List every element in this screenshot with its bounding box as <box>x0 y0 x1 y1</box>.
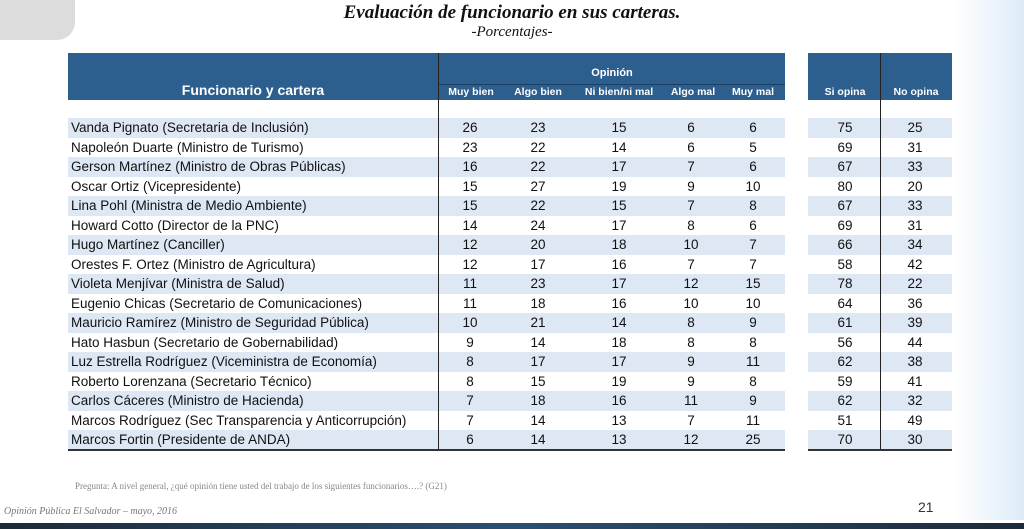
value-cell: 7 <box>687 198 695 213</box>
value-cell: 18 <box>530 295 546 311</box>
value-cell: 10 <box>683 237 699 252</box>
si-opina-cell: 66 <box>837 237 853 252</box>
col-header: Ni bien/ni mal <box>584 86 654 98</box>
table-row <box>68 177 952 197</box>
si-opina-cell: 70 <box>837 432 853 447</box>
value-cell: 11 <box>462 295 477 311</box>
no-opina-cell: 25 <box>907 120 923 135</box>
divider <box>439 84 785 85</box>
official-name: Carlos Cáceres (Ministro de Hacienda) <box>71 393 304 408</box>
question-note: Pregunta: A nivel general, ¿qué opinión tiene usted del trabajo de los siguientes funcionarios….? (G21) <box>75 481 447 491</box>
value-cell: 9 <box>749 393 757 408</box>
table-row <box>68 411 952 431</box>
value-cell: 16 <box>462 159 478 174</box>
official-name: Oscar Ortiz (Vicepresidente) <box>71 178 242 194</box>
no-opina-cell: 49 <box>907 412 923 428</box>
no-opina-cell: 38 <box>907 354 923 369</box>
value-cell: 12 <box>462 237 478 252</box>
value-cell: 17 <box>530 354 546 369</box>
no-opina-cell: 30 <box>907 432 923 447</box>
si-opina-cell: 75 <box>837 120 853 135</box>
si-opina-cell: 62 <box>837 354 853 369</box>
no-opina-cell: 44 <box>907 334 923 350</box>
slide-subtitle: -Porcentajes- <box>471 24 553 40</box>
no-opina-cell: 22 <box>907 276 923 291</box>
si-opina-cell: 59 <box>837 373 853 389</box>
bottom-bar <box>0 523 1024 529</box>
value-cell: 22 <box>530 159 546 174</box>
value-cell: 9 <box>687 354 695 369</box>
value-cell: 27 <box>530 178 546 194</box>
official-name: Luz Estrella Rodríguez (Viceministra de Economía) <box>71 354 377 369</box>
table-row <box>68 333 952 353</box>
table-row <box>68 391 952 411</box>
no-opina-cell: 39 <box>907 315 923 330</box>
table-row <box>68 118 952 138</box>
value-cell: 26 <box>462 120 478 135</box>
value-cell: 7 <box>687 256 695 272</box>
col-header: Algo mal <box>670 86 716 98</box>
value-cell: 7 <box>466 393 474 408</box>
col-header: No opina <box>893 86 939 98</box>
table-row <box>68 372 952 392</box>
value-cell: 15 <box>745 276 761 291</box>
value-cell: 25 <box>745 432 761 447</box>
table-row <box>68 216 952 236</box>
value-cell: 18 <box>611 237 627 252</box>
page-number: 21 <box>918 499 934 515</box>
value-cell: 19 <box>611 373 627 389</box>
value-cell: 7 <box>749 256 757 272</box>
value-cell: 15 <box>611 198 627 213</box>
value-cell: 8 <box>466 373 474 389</box>
no-opina-cell: 36 <box>907 295 923 311</box>
value-cell: 8 <box>749 334 757 350</box>
value-cell: 14 <box>462 217 478 233</box>
header-name-column <box>68 53 438 100</box>
divider <box>438 53 439 450</box>
si-opina-cell: 56 <box>837 334 853 350</box>
value-cell: 20 <box>530 237 546 252</box>
si-opina-cell: 78 <box>837 276 853 291</box>
official-name: Hato Hasbun (Secretario de Gobernabilidad) <box>71 334 339 350</box>
no-opina-cell: 31 <box>907 217 923 233</box>
table-row <box>68 138 952 158</box>
official-name: Marcos Fortin (Presidente de ANDA) <box>71 432 291 447</box>
value-cell: 18 <box>530 393 546 408</box>
value-cell: 17 <box>611 354 627 369</box>
value-cell: 9 <box>687 178 695 194</box>
table-row <box>68 313 952 333</box>
value-cell: 17 <box>611 276 627 291</box>
no-opina-cell: 41 <box>907 373 923 389</box>
value-cell: 15 <box>611 120 627 135</box>
value-cell: 17 <box>611 217 627 233</box>
value-cell: 16 <box>611 256 627 272</box>
value-cell: 6 <box>687 120 695 135</box>
official-name: Lina Pohl (Ministra de Medio Ambiente) <box>71 198 307 213</box>
slide-title: Evaluación de funcionario en sus carteras. <box>343 2 681 23</box>
value-cell: 15 <box>462 198 478 213</box>
si-opina-cell: 61 <box>837 315 853 330</box>
value-cell: 8 <box>466 354 474 369</box>
header-opinion-group <box>439 53 785 100</box>
col-header: Muy bien <box>448 86 494 98</box>
value-cell: 11 <box>745 412 760 428</box>
value-cell: 9 <box>749 315 757 330</box>
value-cell: 11 <box>745 354 760 369</box>
value-cell: 22 <box>530 198 546 213</box>
value-cell: 8 <box>687 217 695 233</box>
name-header: Funcionario y cartera <box>181 82 325 98</box>
official-name: Howard Cotto (Director de la PNC) <box>71 217 279 233</box>
table-row <box>68 430 952 450</box>
si-opina-cell: 51 <box>837 412 853 428</box>
official-name: Violeta Menjívar (Ministra de Salud) <box>71 276 285 291</box>
value-cell: 8 <box>749 198 757 213</box>
opinion-header: Opinión <box>591 67 633 79</box>
table-row <box>68 294 952 314</box>
value-cell: 7 <box>687 159 695 174</box>
table-row <box>68 255 952 275</box>
official-name: Hugo Martínez (Canciller) <box>71 237 225 252</box>
official-name: Mauricio Ramírez (Ministro de Seguridad Pública) <box>71 315 369 330</box>
si-opina-cell: 58 <box>837 256 853 272</box>
value-cell: 14 <box>611 139 627 155</box>
value-cell: 14 <box>530 334 546 350</box>
no-opina-cell: 33 <box>907 159 923 174</box>
value-cell: 16 <box>611 393 627 408</box>
value-cell: 9 <box>466 334 474 350</box>
no-opina-cell: 34 <box>907 237 923 252</box>
table-row <box>68 352 952 372</box>
value-cell: 8 <box>687 334 695 350</box>
table-row <box>68 196 952 216</box>
value-cell: 15 <box>530 373 546 389</box>
si-opina-cell: 67 <box>837 159 853 174</box>
value-cell: 5 <box>749 139 757 155</box>
value-cell: 10 <box>683 295 699 311</box>
official-name: Napoleón Duarte (Ministro de Turismo) <box>71 139 304 155</box>
value-cell: 14 <box>530 412 546 428</box>
value-cell: 23 <box>462 139 478 155</box>
table-row <box>68 274 952 294</box>
value-cell: 21 <box>530 315 546 330</box>
footer-source: Opinión Pública El Salvador – mayo, 2016 <box>4 506 178 517</box>
value-cell: 24 <box>530 217 546 233</box>
value-cell: 13 <box>611 432 627 447</box>
si-opina-cell: 80 <box>837 178 853 194</box>
value-cell: 7 <box>687 412 695 428</box>
value-cell: 6 <box>687 139 695 155</box>
official-name: Gerson Martínez (Ministro de Obras Públicas) <box>71 159 346 174</box>
value-cell: 10 <box>745 178 761 194</box>
official-name: Vanda Pignato (Secretaria de Inclusión) <box>71 120 309 135</box>
value-cell: 12 <box>683 432 699 447</box>
value-cell: 23 <box>530 276 546 291</box>
value-cell: 22 <box>530 139 546 155</box>
official-name: Eugenio Chicas (Secretario de Comunicaciones) <box>71 295 363 311</box>
value-cell: 10 <box>462 315 478 330</box>
divider <box>880 53 881 450</box>
background-map-decoration <box>954 0 1024 520</box>
no-opina-cell: 31 <box>907 139 923 155</box>
no-opina-cell: 32 <box>907 393 923 408</box>
value-cell: 17 <box>530 256 546 272</box>
value-cell: 18 <box>611 334 627 350</box>
value-cell: 11 <box>683 393 698 408</box>
official-name: Orestes F. Ortez (Ministro de Agricultura) <box>71 256 316 272</box>
value-cell: 17 <box>611 159 627 174</box>
value-cell: 12 <box>683 276 699 291</box>
table-row <box>68 157 952 177</box>
no-opina-cell: 20 <box>907 178 923 194</box>
value-cell: 6 <box>749 159 757 174</box>
si-opina-cell: 69 <box>837 217 853 233</box>
value-cell: 9 <box>687 373 695 389</box>
value-cell: 15 <box>462 178 478 194</box>
value-cell: 7 <box>749 237 757 252</box>
value-cell: 8 <box>749 373 757 389</box>
no-opina-cell: 42 <box>907 256 923 272</box>
divider <box>808 449 952 451</box>
value-cell: 11 <box>462 276 477 291</box>
divider <box>68 449 785 451</box>
value-cell: 8 <box>687 315 695 330</box>
si-opina-cell: 64 <box>837 295 853 311</box>
value-cell: 7 <box>466 412 474 428</box>
value-cell: 12 <box>462 256 478 272</box>
si-opina-cell: 62 <box>837 393 853 408</box>
value-cell: 6 <box>466 432 474 447</box>
table-row <box>68 235 952 255</box>
col-header: Algo bien <box>514 86 562 98</box>
value-cell: 6 <box>749 120 757 135</box>
value-cell: 23 <box>530 120 546 135</box>
value-cell: 10 <box>745 295 761 311</box>
value-cell: 14 <box>611 315 627 330</box>
official-name: Marcos Rodríguez (Sec Transparencia y Anticorrupción) <box>71 412 407 428</box>
value-cell: 16 <box>611 295 627 311</box>
value-cell: 13 <box>611 412 627 428</box>
col-header: Muy mal <box>731 86 774 98</box>
si-opina-cell: 69 <box>837 139 853 155</box>
value-cell: 6 <box>749 217 757 233</box>
col-header: Si opina <box>824 86 866 98</box>
value-cell: 14 <box>530 432 546 447</box>
value-cell: 19 <box>611 178 627 194</box>
si-opina-cell: 67 <box>837 198 853 213</box>
no-opina-cell: 33 <box>907 198 923 213</box>
official-name: Roberto Lorenzana (Secretario Técnico) <box>71 373 312 389</box>
